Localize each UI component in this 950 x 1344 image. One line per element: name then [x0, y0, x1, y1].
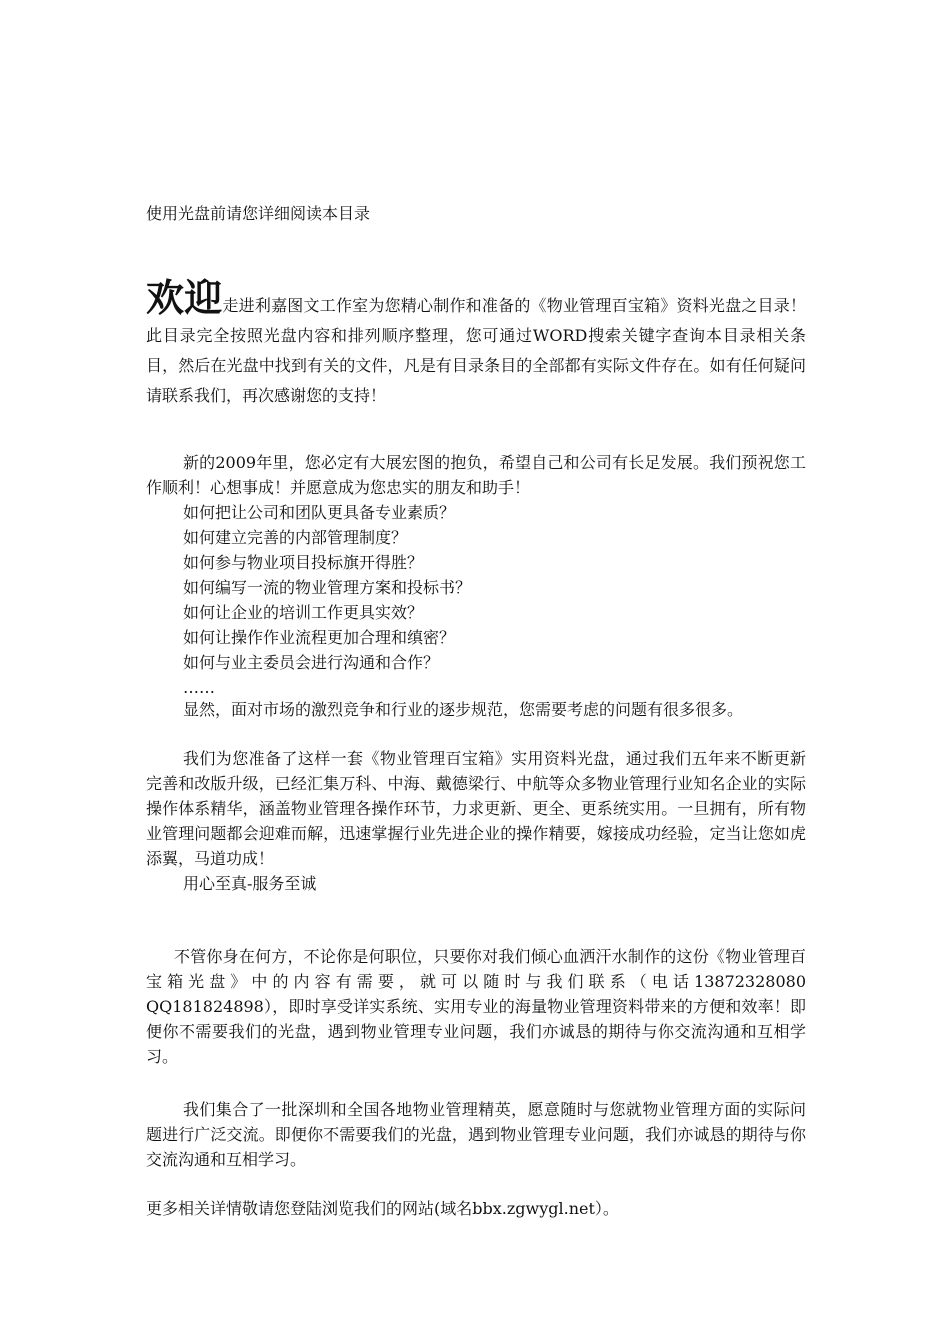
- new-year-paragraph: 新的2009年里，您必定有大展宏图的抱负，希望自己和公司有长足发展。我们预祝您工作顺利！心想事成！并愿意成为您忠实的朋友和助手！: [146, 453, 806, 497]
- welcome-text: 走进利嘉图文工作室为您精心制作和准备的《物业管理百宝箱》资料光盘之目录！此目录完全按照光盘内容和排列顺序整理，您可通过WORD搜索关键字查询本目录相关条目，然后在光盘中找到有关的文件，凡是有目录条目的全部都有实际文件存在。如有任何疑问请联系我们，再次感谢您的支持！: [146, 296, 806, 405]
- page-heading: 使用光盘前请您详细阅读本目录: [146, 204, 371, 223]
- question-item: 如何让企业的培训工作更具实效？: [183, 603, 424, 622]
- question-item: 如何编写一流的物业管理方案和投标书？: [183, 578, 472, 597]
- prepared-paragraph: 我们为您准备了这样一套《物业管理百宝箱》实用资料光盘，通过我们五年来不断更新完善和改版升级，已经汇集万科、中海、戴德梁行、中航等众多物业管理行业知名企业的实际操作体系精华，涵盖物业管理各操作环节，力求更新、更全、更系统实用。一旦拥有，所有物业管理问题都会迎难而解，迅速掌握行业先进企业的操作精要，嫁接成功经验，定当让您如虎添翼，马道功成！: [146, 749, 806, 868]
- question-ellipsis: ……: [183, 678, 215, 697]
- gather-paragraph: 我们集合了一批深圳和全国各地物业管理精英，愿意随时与您就物业管理方面的实际问题进行广泛交流。即便你不需要我们的光盘，遇到物业管理专业问题，我们亦诚恳的期待与你交流沟通和互相学习。: [146, 1100, 806, 1169]
- welcome-paragraph: [146, 276, 806, 411]
- question-item: 如何参与物业项目投标旗开得胜？: [183, 553, 424, 572]
- contact-paragraph: 不管你身在何方，不论你是何职位，只要你对我们倾心血洒汗水制作的这份《物业管理百宝箱光盘》中的内容有需要，就可以随时与我们联系（电话13872328080 QQ181824898），即时享受详实系统、实用专业的海量物业管理资料带来的方便和效率！即便你不需要我们的光盘，遇到物业管理专业问题，我们亦诚恳的期待与你交流沟通和互相学习。: [146, 947, 806, 1066]
- question-item: 如何把让公司和团队更具备专业素质？: [183, 503, 456, 522]
- question-item: 如何与业主委员会进行沟通和合作？: [183, 653, 440, 672]
- motto-line: 用心至真-服务至诚: [183, 874, 317, 893]
- question-item: 如何让操作作业流程更加合理和缜密？: [183, 628, 456, 647]
- question-item: 如何建立完善的内部管理制度？: [183, 528, 408, 547]
- welcome-big-word: 欢迎: [146, 276, 223, 320]
- obvious-paragraph: 显然，面对市场的激烈竞争和行业的逐步规范，您需要考虑的问题有很多很多。: [183, 700, 744, 719]
- website-line: 更多相关详情敬请您登陆浏览我们的网站(域名bbx.zgwygl.net）。: [146, 1199, 619, 1218]
- question-list: [146, 500, 806, 700]
